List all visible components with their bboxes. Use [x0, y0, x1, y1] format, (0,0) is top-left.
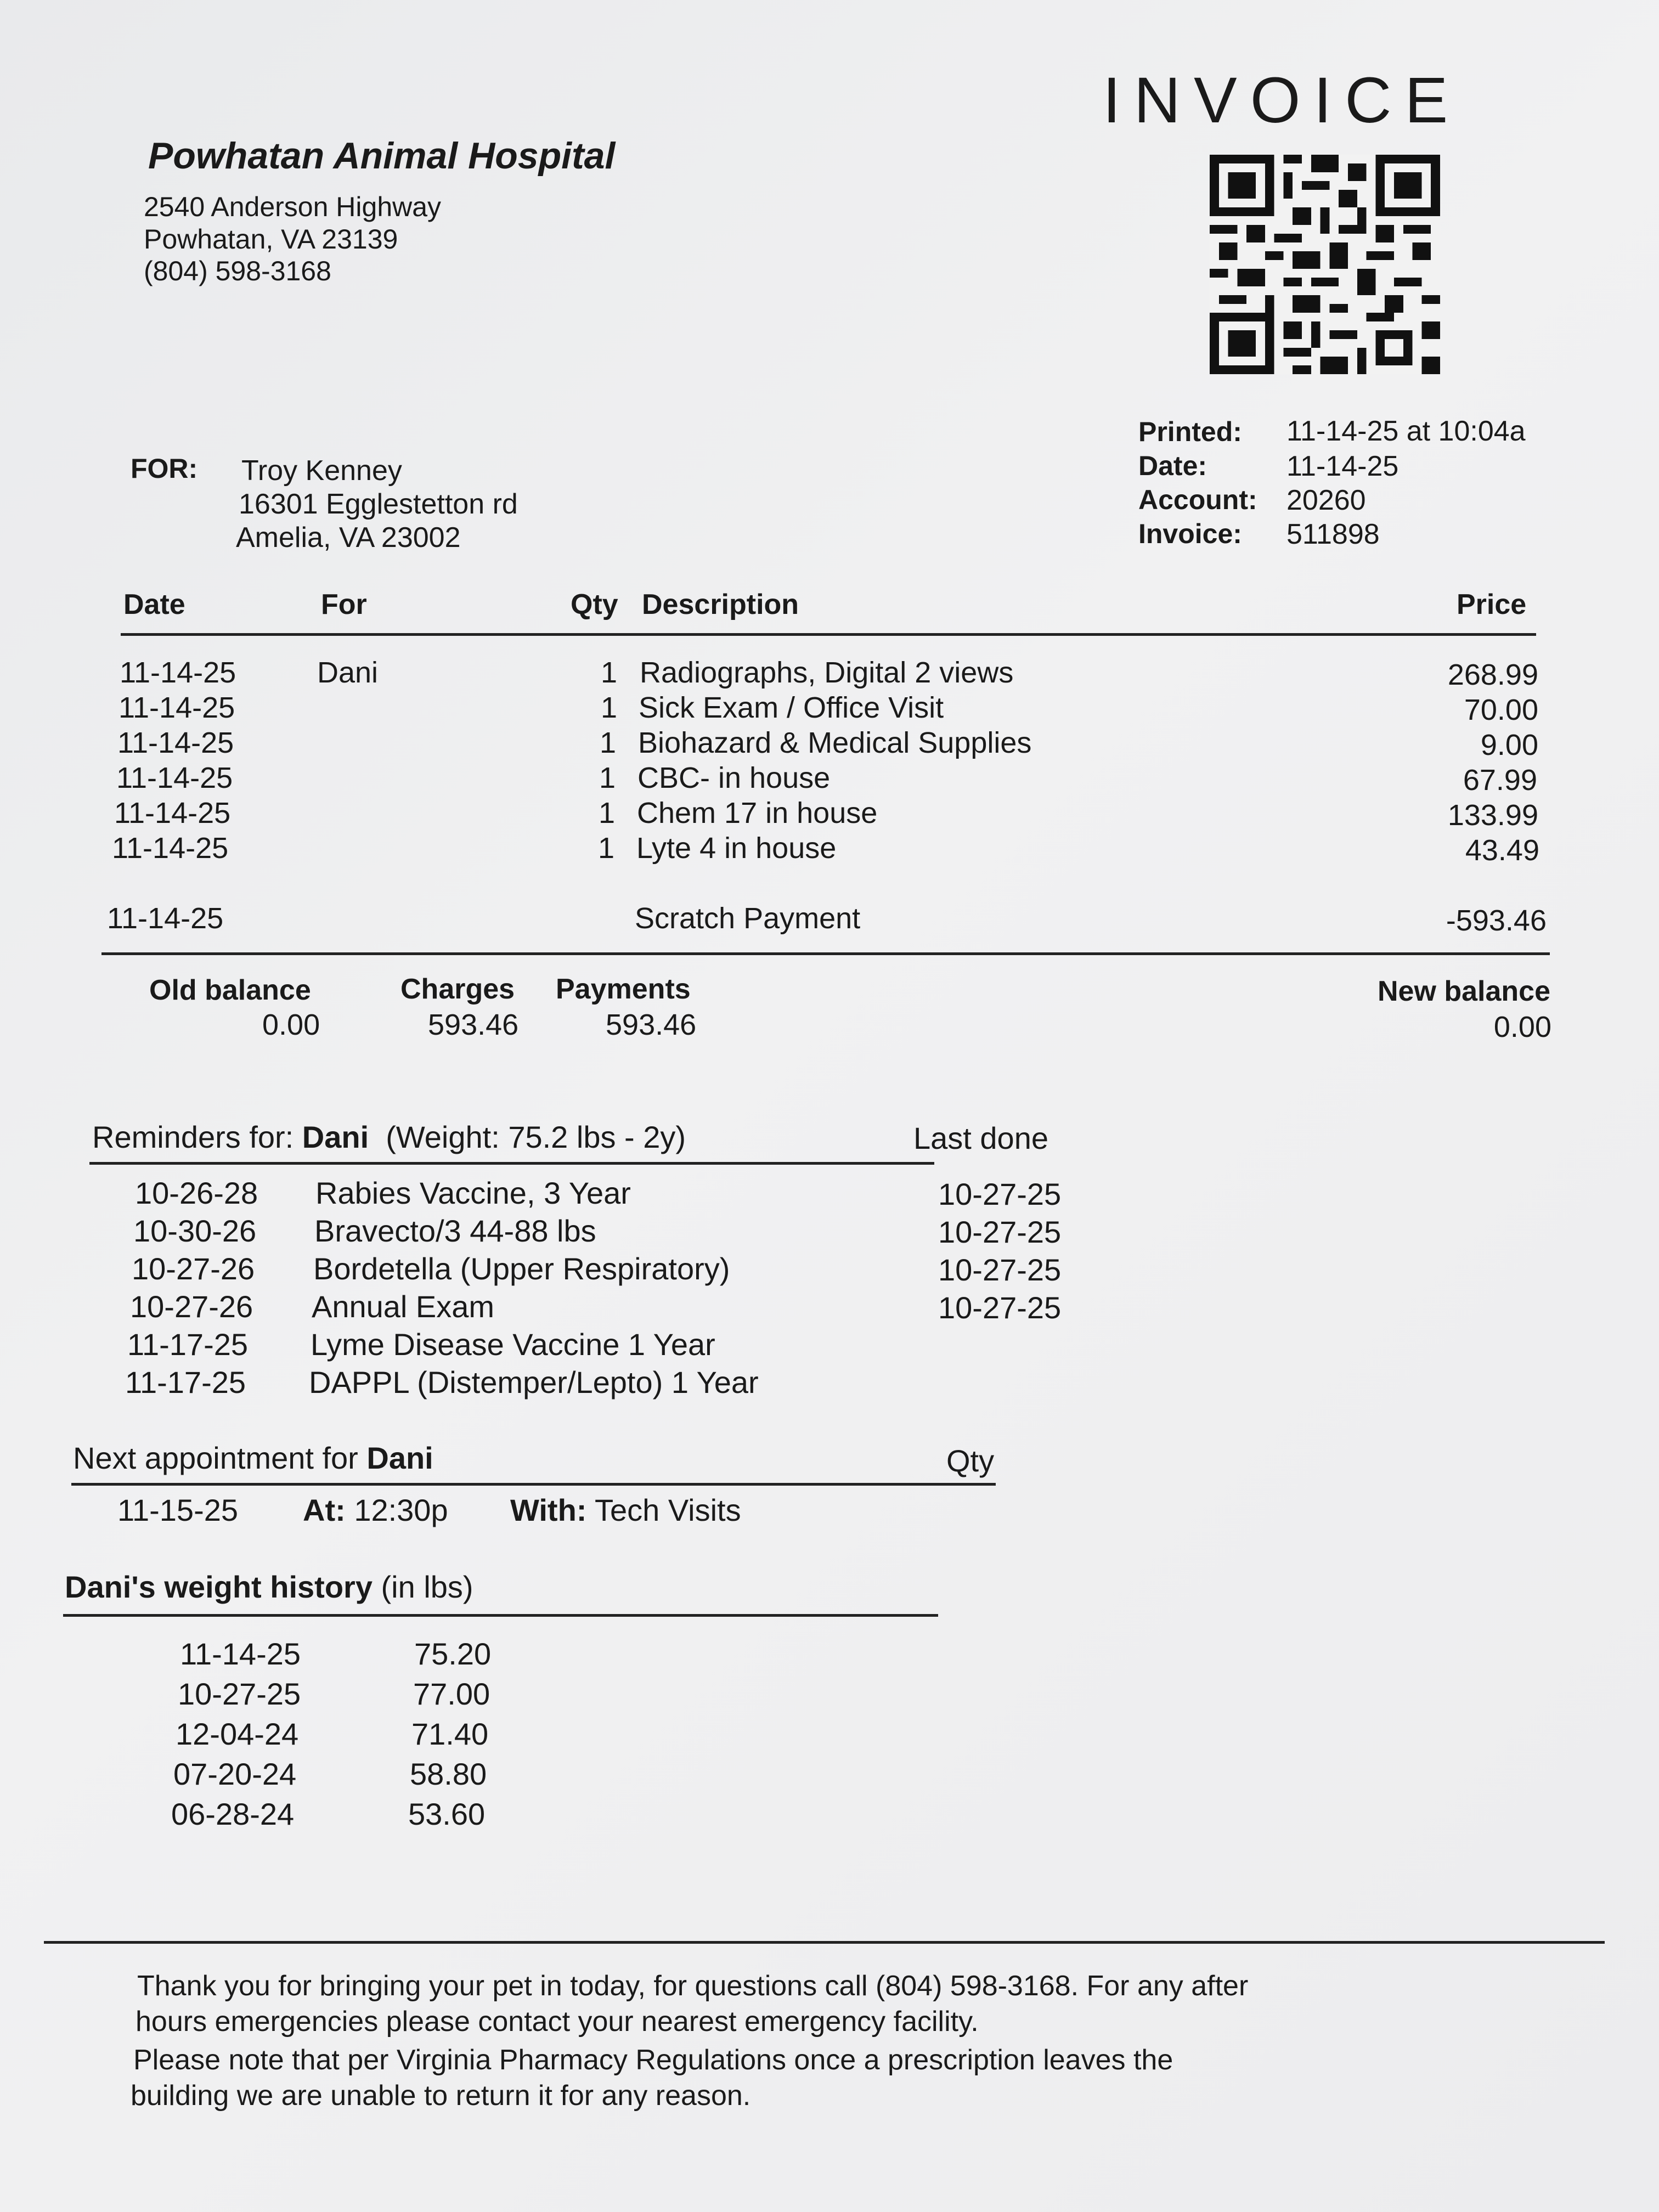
- appointment-at: 12:30p: [354, 1493, 448, 1527]
- reminder-due: 10-27-26: [130, 1289, 253, 1324]
- weight-history-title: Dani's weight history: [65, 1570, 373, 1604]
- col-header-description: Description: [642, 589, 799, 620]
- invoice-number-value: 511898: [1286, 518, 1380, 550]
- row-description: Lyte 4 in house: [636, 832, 837, 865]
- row-qty: 1: [599, 797, 616, 830]
- row-qty: 1: [601, 691, 618, 724]
- clinic-address-line2: Powhatan, VA 23139: [144, 224, 398, 255]
- row-price: 43.49: [1465, 834, 1539, 867]
- reminder-last: 10-27-25: [938, 1177, 1062, 1211]
- weight-date: 06-28-24: [171, 1797, 295, 1831]
- row-description: Biohazard & Medical Supplies: [638, 726, 1032, 759]
- client-address-line1: 16301 Egglestetton rd: [239, 488, 518, 520]
- clinic-name: Powhatan Animal Hospital: [148, 135, 616, 177]
- account-label: Account:: [1138, 484, 1257, 515]
- qr-code-icon: [1210, 155, 1440, 374]
- client-name: Troy Kenney: [241, 455, 402, 487]
- appointment-prefix: Next appointment for: [73, 1441, 367, 1475]
- col-header-price: Price: [1457, 589, 1527, 620]
- appointment-time: [303, 1492, 448, 1528]
- weight-value: 58.80: [410, 1757, 487, 1791]
- col-header-for: For: [321, 589, 367, 620]
- appointment-at-label: At:: [303, 1493, 346, 1527]
- weight-history-unit: (in lbs): [381, 1570, 473, 1604]
- payment-amount: -593.46: [1446, 904, 1547, 937]
- payment-date: 11-14-25: [107, 902, 224, 935]
- printed-value: 11-14-25 at 10:04a: [1286, 415, 1526, 447]
- invoice-number-label: Invoice:: [1138, 518, 1242, 549]
- row-date: 11-14-25: [120, 656, 236, 689]
- col-header-qty: Qty: [571, 589, 618, 620]
- weight-date: 10-27-25: [178, 1677, 301, 1711]
- old-balance-label: Old balance: [149, 974, 311, 1006]
- weight-history-rule: [63, 1614, 938, 1617]
- payment-description: Scratch Payment: [635, 902, 861, 935]
- row-price: 70.00: [1464, 693, 1538, 726]
- account-value: 20260: [1286, 484, 1366, 516]
- weight-date: 07-20-24: [173, 1757, 297, 1791]
- row-qty: 1: [599, 761, 616, 794]
- reminders-weight-note: (Weight: 75.2 lbs - 2y): [386, 1120, 686, 1154]
- charges-label: Charges: [400, 973, 515, 1005]
- appointment-pet: Dani: [366, 1441, 433, 1475]
- weight-value: 77.00: [413, 1677, 490, 1711]
- new-balance-value: 0.00: [1493, 1011, 1551, 1043]
- appointment-with-label: With:: [510, 1493, 587, 1527]
- reminder-due: 11-17-25: [125, 1365, 246, 1400]
- reminder-due: 10-27-26: [132, 1251, 255, 1286]
- last-done-label: Last done: [913, 1121, 1048, 1155]
- appointment-with: [510, 1492, 741, 1528]
- clinic-address-line1: 2540 Anderson Highway: [144, 191, 442, 222]
- row-date: 11-14-25: [116, 761, 233, 794]
- row-qty: 1: [600, 726, 617, 759]
- row-date: 11-14-25: [114, 797, 231, 830]
- charges-value: 593.46: [428, 1008, 519, 1041]
- reminders-rule: [89, 1162, 934, 1165]
- footer-line2: hours emergencies please contact your nearest emergency facility.: [136, 2006, 979, 2038]
- row-date: 11-14-25: [119, 691, 235, 724]
- footer-line3: Please note that per Virginia Pharmacy Regulations once a prescription leaves the: [133, 2044, 1173, 2076]
- weight-history-heading: [65, 1569, 473, 1605]
- reminder-due: 10-26-28: [135, 1176, 258, 1210]
- row-description: CBC- in house: [637, 761, 831, 794]
- row-for: Dani: [317, 656, 379, 689]
- reminder-due: 10-30-26: [133, 1214, 257, 1248]
- row-description: Radiographs, Digital 2 views: [640, 656, 1014, 689]
- reminder-due: 11-17-25: [127, 1327, 249, 1362]
- reminder-last: 10-27-25: [938, 1252, 1062, 1287]
- client-address-line2: Amelia, VA 23002: [236, 522, 461, 554]
- row-date: 11-14-25: [117, 726, 234, 759]
- weight-date: 12-04-24: [176, 1717, 299, 1751]
- footer-line4: building we are unable to return it for any reason.: [131, 2080, 751, 2112]
- clinic-phone: (804) 598-3168: [144, 256, 331, 286]
- reminders-heading: [92, 1119, 686, 1155]
- new-balance-label: New balance: [1377, 975, 1550, 1007]
- date-value: 11-14-25: [1286, 450, 1399, 482]
- payments-label: Payments: [556, 973, 691, 1005]
- row-qty: 1: [601, 656, 618, 689]
- reminder-name: Lyme Disease Vaccine 1 Year: [311, 1327, 715, 1362]
- invoice-title: INVOICE: [1103, 64, 1462, 137]
- reminders-prefix: Reminders for:: [92, 1120, 302, 1154]
- date-label: Date:: [1138, 450, 1207, 481]
- footer-rule: [44, 1941, 1605, 1944]
- appointment-rule: [71, 1483, 996, 1486]
- reminder-last: 10-27-25: [938, 1290, 1062, 1325]
- reminder-name: Annual Exam: [312, 1289, 495, 1324]
- table-header-rule: [121, 633, 1536, 636]
- col-header-date: Date: [123, 589, 185, 620]
- old-balance-value: 0.00: [262, 1008, 320, 1041]
- payments-value: 593.46: [606, 1008, 697, 1041]
- row-price: 133.99: [1447, 799, 1538, 832]
- row-price: 268.99: [1447, 658, 1538, 691]
- appointment-qty-label: Qty: [946, 1443, 995, 1478]
- appointment-heading: [73, 1440, 433, 1476]
- printed-label: Printed:: [1138, 416, 1242, 447]
- weight-value: 71.40: [411, 1717, 489, 1751]
- reminder-name: DAPPL (Distemper/Lepto) 1 Year: [309, 1365, 759, 1400]
- reminders-pet: Dani: [302, 1120, 369, 1154]
- row-price: 67.99: [1463, 764, 1537, 797]
- appointment-date: 11-15-25: [117, 1493, 239, 1527]
- reminder-last: 10-27-25: [938, 1215, 1062, 1249]
- row-price: 9.00: [1480, 729, 1538, 761]
- weight-value: 75.20: [414, 1637, 492, 1671]
- row-date: 11-14-25: [112, 832, 229, 865]
- appointment-with-value: Tech Visits: [594, 1493, 741, 1527]
- footer-line1: Thank you for bringing your pet in today, for questions call (804) 598-3168. For any after: [137, 1970, 1249, 2002]
- for-label: FOR:: [131, 453, 198, 484]
- reminder-name: Bravecto/3 44-88 lbs: [314, 1214, 596, 1248]
- row-qty: 1: [598, 832, 615, 865]
- reminder-name: Bordetella (Upper Respiratory): [313, 1251, 730, 1286]
- weight-date: 11-14-25: [180, 1637, 301, 1671]
- totals-rule: [101, 952, 1550, 955]
- weight-value: 53.60: [408, 1797, 486, 1831]
- row-description: Sick Exam / Office Visit: [639, 691, 944, 724]
- row-description: Chem 17 in house: [637, 797, 878, 830]
- reminder-name: Rabies Vaccine, 3 Year: [315, 1176, 631, 1210]
